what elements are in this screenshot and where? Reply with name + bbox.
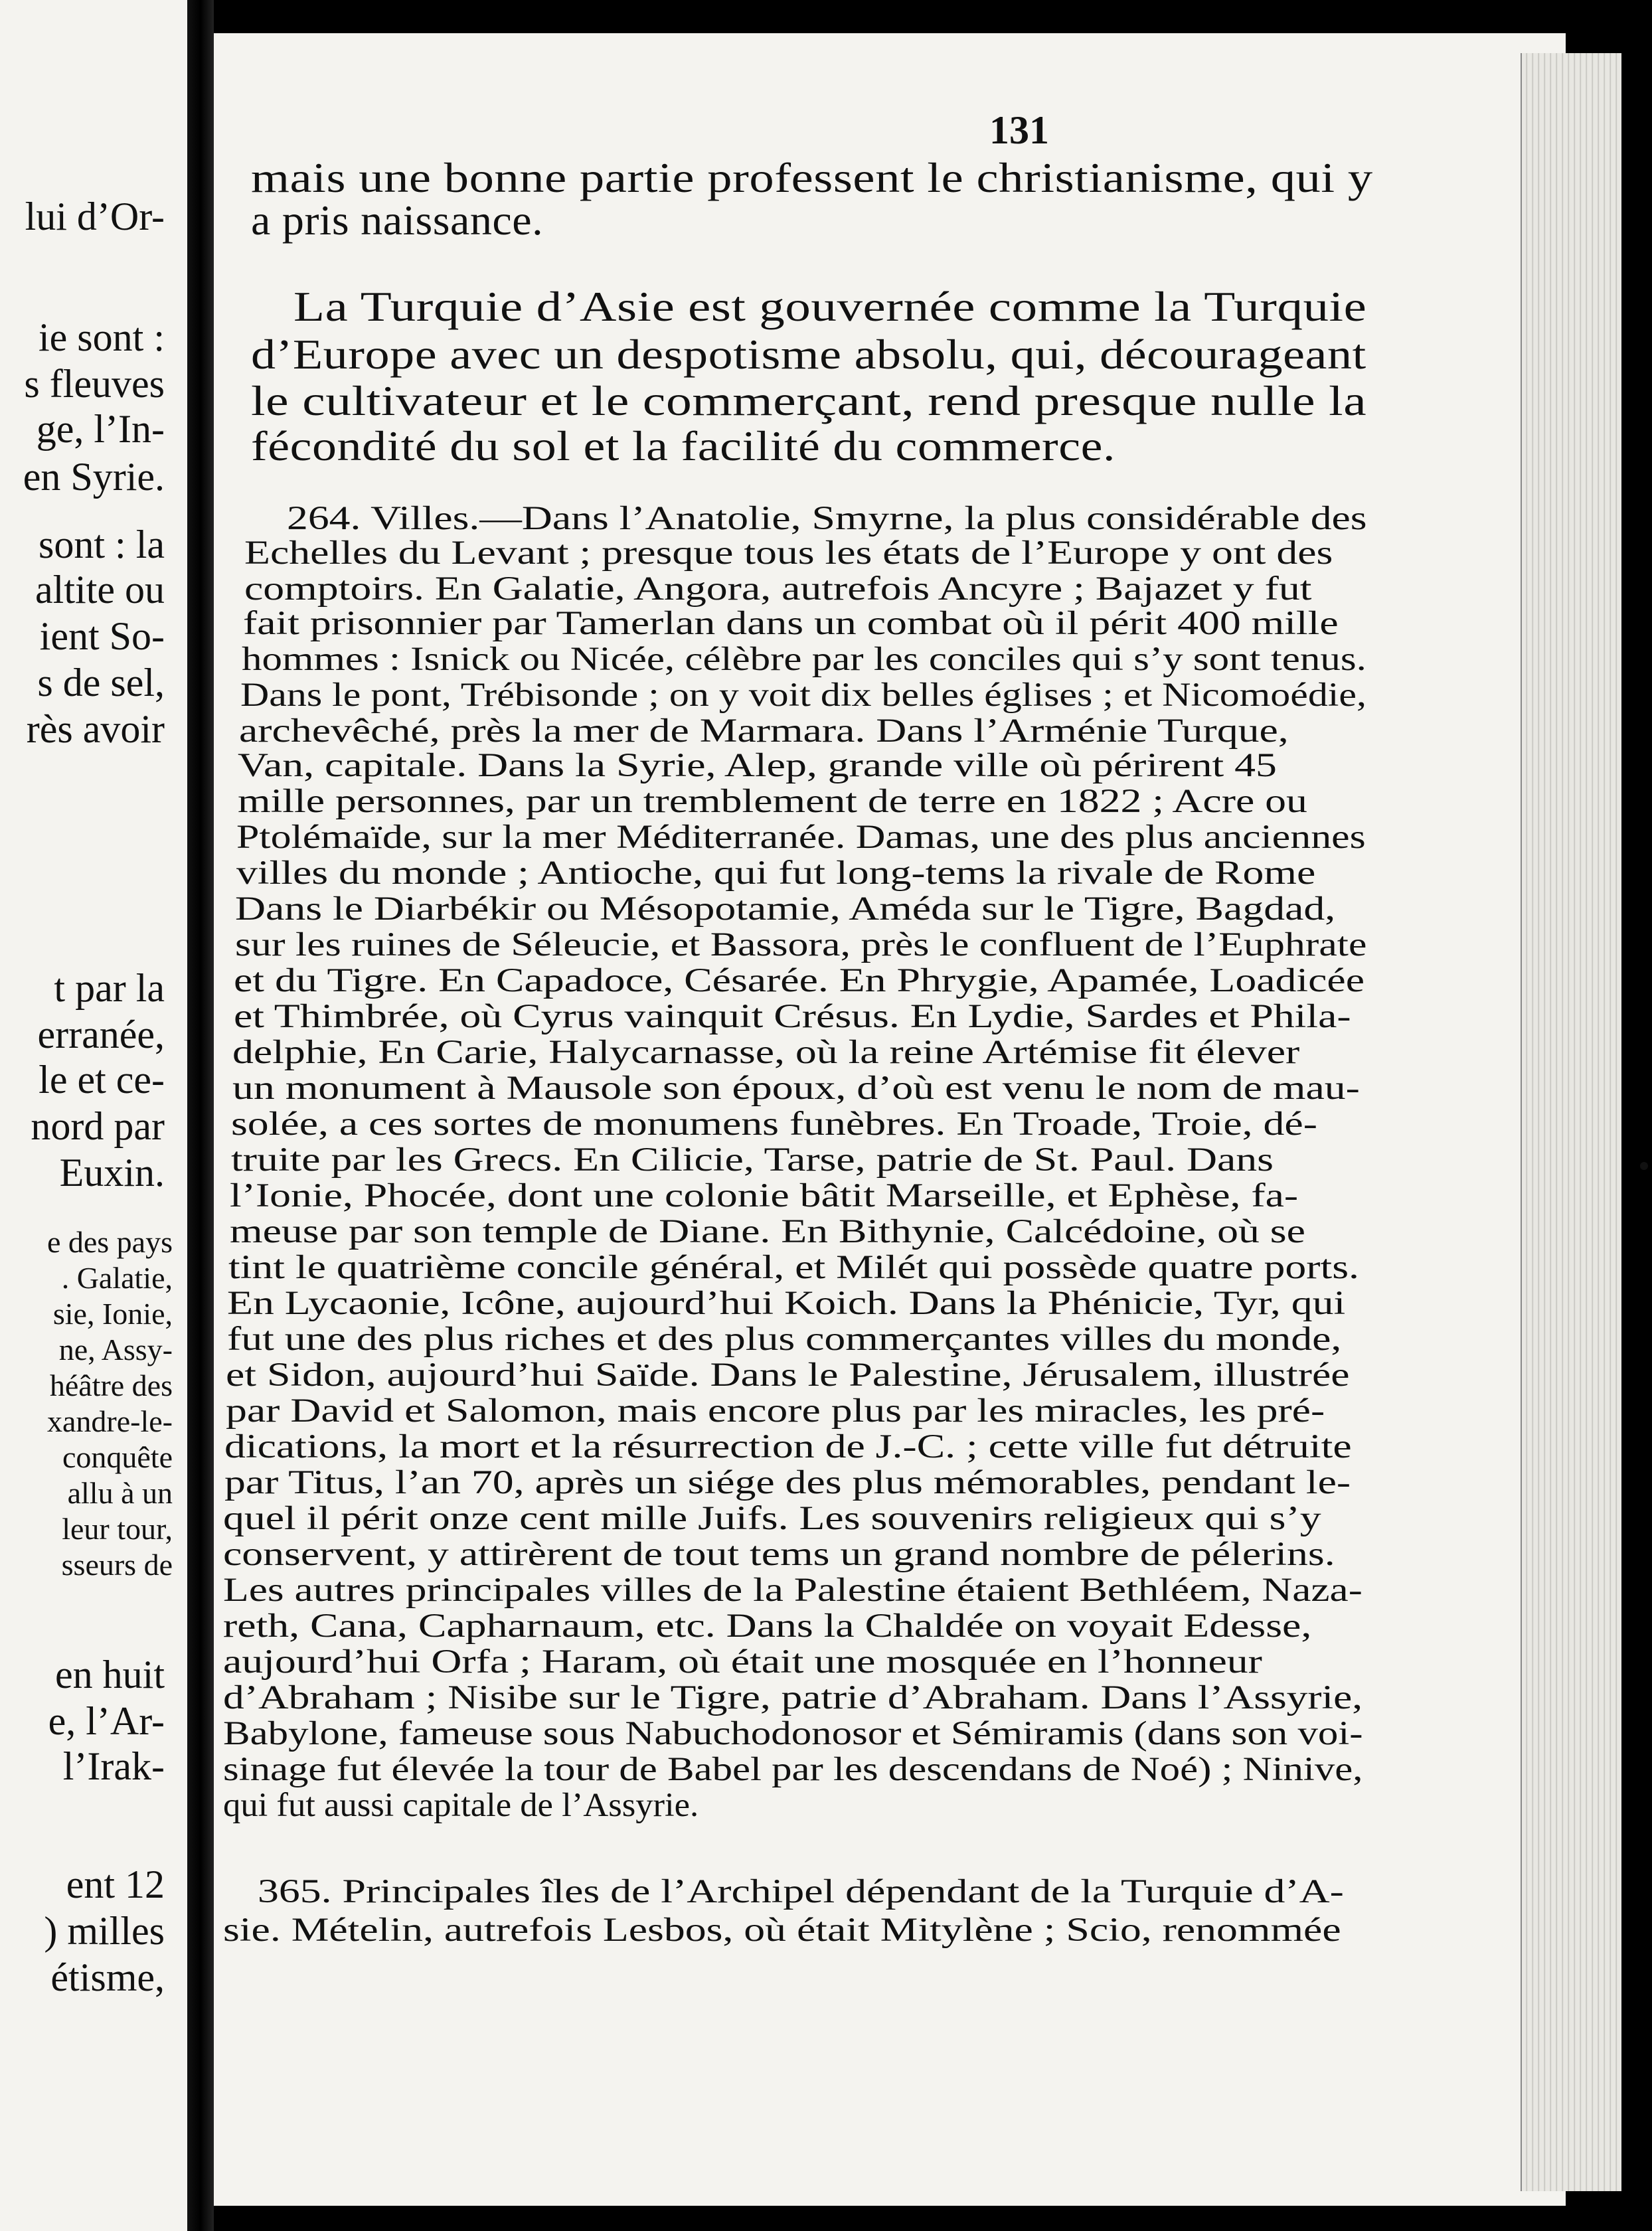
text-line: La Turquie d’Asie est gouvernée comme la Turquie — [293, 283, 1367, 330]
left-page-text-fragment: xandre-le- — [47, 1404, 173, 1438]
text-line: truite par les Grecs. En Cilicie, Tarse, patrie de St. Paul. Dans — [231, 1141, 1274, 1179]
text-line: archevêché, près la mer de Marmara. Dans l’Arménie Turque, — [239, 712, 1289, 750]
text-line: Dans le Diarbékir ou Mésopotamie, Améda sur le Tigre, Bagdad, — [235, 890, 1336, 928]
text-line: Echelles du Levant ; presque tous les états de l’Europe y ont des — [244, 535, 1333, 572]
text-line: un monument à Mausole son époux, d’où est venu le nom de mau- — [232, 1070, 1360, 1107]
text-line: hommes : Isnick ou Nicée, célèbre par les conciles qui s’y sont tenus. — [242, 641, 1366, 678]
left-page-text-fragment: en Syrie. — [23, 455, 165, 499]
left-page-text-fragment: e, l’Ar- — [48, 1699, 165, 1743]
text-line: aujourd’hui Orfa ; Haram, où était une mosquée en l’honneur — [223, 1643, 1262, 1681]
left-page-text-fragment: ) milles — [44, 1909, 165, 1953]
text-line: fécondité du sol et la facilité du commerce. — [251, 422, 1116, 469]
text-line: qui fut aussi capitale de l’Assyrie. — [223, 1787, 699, 1824]
text-line: Babylone, fameuse sous Nabuchodonosor et Sémiramis (dans son voi- — [223, 1715, 1363, 1752]
text-line: l’Ionie, Phocée, dont une colonie bâtit Marseille, et Ephèse, fa- — [230, 1177, 1299, 1214]
text-line: d’Abraham ; Nisibe sur le Tigre, patrie d’Abraham. Dans l’Assyrie, — [223, 1679, 1363, 1716]
text-line: dications, la mort et la résurrection de J.-C. ; cette ville fut détruite — [224, 1428, 1352, 1465]
left-page-text-fragment: t par la — [54, 966, 165, 1010]
left-page-text-fragment: conquête — [62, 1440, 173, 1474]
text-line: fut une des plus riches et des plus commerçantes villes du monde, — [227, 1321, 1342, 1358]
left-page-fragment — [0, 0, 187, 2231]
left-page-text-fragment: sie, Ionie, — [52, 1297, 173, 1331]
left-page-text-fragment: altite ou — [35, 568, 165, 612]
text-line: solée, a ces sortes de monumens funèbres. En Troade, Troie, dé- — [231, 1106, 1317, 1143]
text-line: sinage fut élevée la tour de Babel par les descendans de Noé) ; Ninive, — [223, 1751, 1363, 1788]
text-line: mille personnes, par un tremblement de terre en 1822 ; Acre ou — [238, 783, 1307, 820]
text-line: sie. Mételin, autrefois Lesbos, où était Mitylène ; Scio, renommée — [223, 1912, 1341, 1949]
left-page-text-fragment: . Galatie, — [61, 1261, 173, 1295]
left-page-text-fragment: sseurs de — [61, 1548, 173, 1582]
text-line: reth, Cana, Capharnaum, etc. Dans la Chaldée on voyait Edesse, — [223, 1608, 1312, 1645]
text-line: villes du monde ; Antioche, qui fut long-tems la rivale de Rome — [236, 855, 1316, 892]
page-edges — [1521, 53, 1621, 2191]
left-page-text-fragment: allu à un — [67, 1476, 173, 1510]
text-line: et Sidon, aujourd’hui Saïde. Dans le Palestine, Jérusalem, illustrée — [226, 1357, 1350, 1394]
text-line: meuse par son temple de Diane. En Bithynie, Calcédoine, où se — [230, 1213, 1305, 1250]
left-page-text-fragment: héâtre des — [49, 1368, 173, 1402]
left-page-text-fragment: e des pays — [46, 1225, 173, 1259]
text-line: Van, capitale. Dans la Syrie, Alep, grande ville où périrent 45 — [238, 747, 1277, 784]
text-line: et Thimbrée, où Cyrus vainquit Crésus. En Lydie, Sardes et Phila- — [234, 998, 1351, 1035]
left-page-text-fragment: lui d’Or- — [25, 195, 165, 238]
text-line: comptoirs. En Galatie, Angora, autrefois Ancyre ; Bajazet y fut — [244, 570, 1312, 608]
text-line: conservent, y attirèrent de tout tems un grand nombre de pélerins. — [223, 1536, 1335, 1573]
text-line: delphie, En Carie, Halycarnasse, où la reine Artémise fit élever — [232, 1034, 1300, 1071]
text-line: et du Tigre. En Capadoce, Césarée. En Phrygie, Apamée, Loadicée — [234, 962, 1365, 999]
text-line: quel il périt onze cent mille Juifs. Les souvenirs religieux qui s’y — [223, 1500, 1321, 1537]
left-page-text-fragment: nord par — [31, 1104, 165, 1148]
text-line: 365. Principales îles de l’Archipel dépendant de la Turquie d’A- — [258, 1873, 1344, 1910]
text-line: a pris naissance. — [251, 197, 544, 244]
left-page-text-fragment: ient So- — [39, 614, 165, 658]
text-line: Ptolémaïde, sur la mer Méditerranée. Damas, une des plus anciennes — [236, 819, 1366, 856]
left-page-text-fragment: s fleuves — [24, 362, 165, 406]
left-page-text-fragment: ie sont : — [39, 315, 165, 359]
left-page-text-fragment: Euxin. — [59, 1151, 165, 1195]
left-page-text-fragment: leur tour, — [62, 1512, 173, 1546]
left-page-text-fragment: l’Irak- — [62, 1744, 165, 1788]
text-line: 264. Villes.—Dans l’Anatolie, Smyrne, la plus considérable des — [287, 500, 1367, 537]
text-line: par Titus, l’an 70, après un siége des plus mémorables, pendant le- — [224, 1464, 1351, 1501]
text-line: mais une bonne partie professent le christianisme, qui y — [251, 154, 1373, 201]
left-page-text-fragment: étisme, — [50, 1955, 165, 1999]
text-line: Les autres principales villes de la Palestine étaient Bethléem, Naza- — [223, 1572, 1363, 1609]
left-page-text-fragment: rès avoir — [26, 707, 165, 751]
left-page-text-fragment: ge, l’In- — [36, 407, 165, 451]
text-line: le cultivateur et le commerçant, rend presque nulle la — [251, 377, 1367, 424]
text-line: fait prisonnier par Tamerlan dans un combat où il périt 400 mille — [243, 605, 1339, 642]
text-line: par David et Salomon, mais encore plus par les miracles, les pré- — [226, 1392, 1325, 1430]
text-line: sur les ruines de Séleucie, et Bassora, près le confluent de l’Euphrate — [235, 926, 1367, 963]
left-page-text-fragment: sont : la — [39, 523, 165, 566]
text-line: tint le quatrième concile général, et Milét qui possède quatre ports. — [228, 1249, 1359, 1286]
right-page — [214, 33, 1566, 2206]
ink-speck — [1640, 1162, 1648, 1170]
left-page-text-fragment: erranée, — [37, 1013, 165, 1056]
left-page-text-fragment: s de sel, — [37, 661, 165, 704]
book-gutter — [187, 0, 214, 2231]
left-page-text-fragment: le et ce- — [39, 1058, 165, 1102]
page-number: 131 — [989, 108, 1049, 152]
text-line: En Lycaonie, Icône, aujourd’hui Koich. Dans la Phénicie, Tyr, qui — [227, 1285, 1346, 1322]
left-page-text-fragment: ne, Assy- — [58, 1333, 173, 1366]
left-page-text-fragment: ent 12 — [66, 1862, 165, 1906]
page-text — [214, 33, 1566, 2206]
text-line: Dans le pont, Trébisonde ; on y voit dix belles églises ; et Nicomoédie, — [240, 677, 1367, 714]
text-line: d’Europe avec un despotisme absolu, qui, décourageant — [251, 331, 1366, 378]
left-page-text-fragment: en huit — [55, 1653, 165, 1696]
